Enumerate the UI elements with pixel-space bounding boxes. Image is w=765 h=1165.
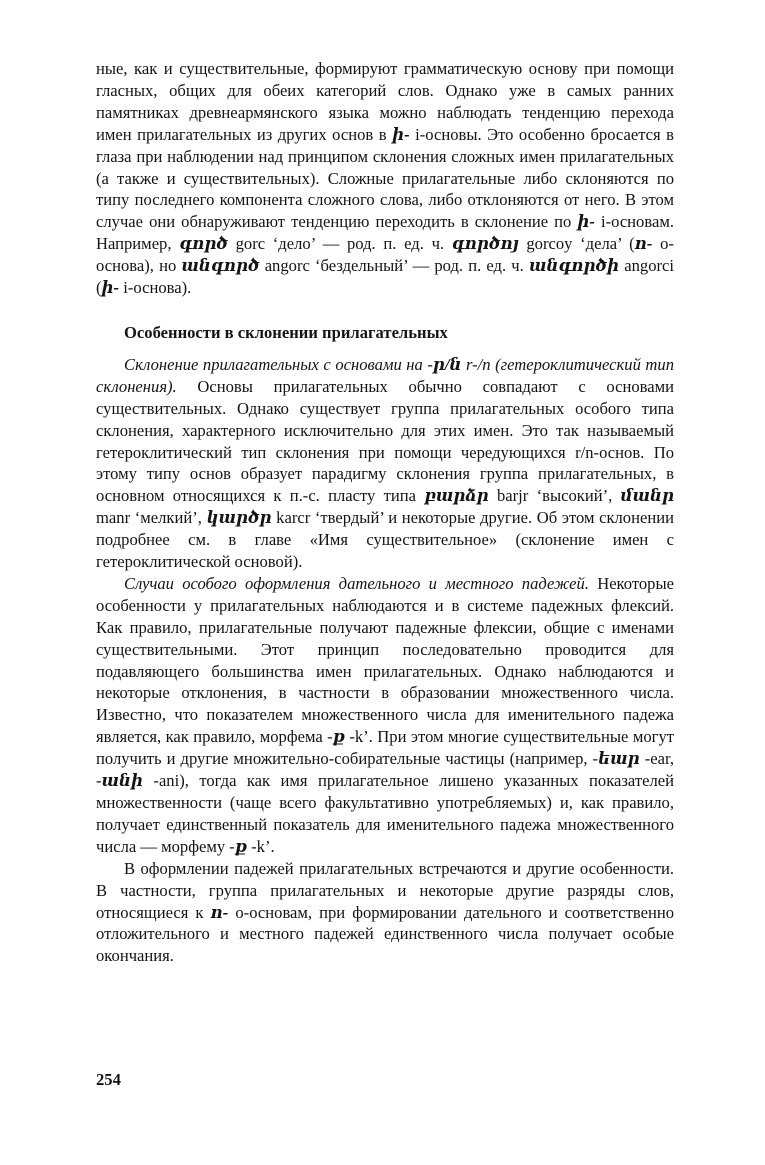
page-body	[96, 58, 674, 967]
armenian-word: ի-	[101, 278, 120, 298]
armenian-word: անի	[101, 771, 143, 791]
section-heading: Особенности в склонении прилагательных	[124, 322, 448, 342]
armenian-word: մանր	[620, 486, 674, 506]
armenian-word: կարծր	[206, 508, 272, 528]
armenian-word: ր/ն	[432, 354, 462, 374]
armenian-word: ք	[234, 836, 247, 856]
armenian-word: ք	[332, 727, 345, 747]
paragraph-heteroclitic: Склонение прилагательных с основами на -ր/ն r-/n (гетероклитический тип склонения). Основы прилагательных обычно совпадают с основами существительных. Однако существует группа прилагательных особого типа склонения, характерного исключительно для этих имен. Это так называемый гетероклитический тип склонения при помощи чередующихся r/n-основ. По этому типу основ образует парадигму склонения группа прилагательных, в основном относящихся к п.-с. пласту типа բարձր barjr ‘высокий’, մանր manr ‘мелкий’, կարծր karcr ‘твердый’ и некоторые другие. Об этом склонении подробнее см. в главе «Имя существительное» (склонение имен с гетероклитической основой).	[96, 354, 674, 572]
armenian-word: ի-	[392, 124, 410, 144]
armenian-word: ո-	[634, 234, 653, 254]
page-number: 254	[96, 1070, 121, 1089]
armenian-word: գործոյ	[451, 234, 519, 254]
paragraph-dative-locative: Случаи особого оформления дательного и местного падежей. Некоторые особенности у прилагательных наблюдаются и в системе падежных флексий. Как правило, прилагательные получают падежные флексии, общие с именами существительными. Этот принцип последовательно проводится для подавляющего большинства имен прилагательных. Однако наблюдаются и некоторые отклонения, в частности в образовании множественного числа. Известно, что показателем множественного числа для именительного падежа является, как правило, морфема -ք -k’. При этом многие существительные могут получить и другие множительно-собирательные частицы (например, -եար -ear, -անի -ani), тогда как имя прилагательное лишено указанных показателей множественности (чаще всего факультативно употребляемых) и, как правило, получает единственный показатель для именительного падежа множественного числа — морфему -ք -k’.	[96, 573, 674, 856]
armenian-word: եար	[598, 749, 640, 769]
armenian-word: գործ	[179, 234, 228, 254]
paragraph-case-forms: В оформлении падежей прилагательных встречаются и другие особенности. В частности, группа прилагательных и некоторые другие разряды слов, относящиеся к ո- o-основам, при формировании дательного и соответственно отложительного и местного падежей единственного числа получает особые окончания.	[96, 858, 674, 966]
armenian-word: բարձր	[424, 486, 489, 506]
armenian-word: անգործի	[528, 256, 620, 276]
armenian-word: ո-	[210, 902, 229, 922]
armenian-word: ի-	[577, 212, 595, 232]
paragraph-intro: ные, как и существительные, формируют грамматическую основу при помощи гласных, общих для обеих категорий слов. Однако уже в самых ранних памятниках древнеармянского языка можно наблюдать тенденцию перехода имен прилагательных из других основ в ի- i-основы. Это особенно бросается в глаза при наблюдении над принципом склонения сложных имен прилагательных (а также и существительных). Сложные прилагательные либо склоняются по типу последнего компонента сложного слова, либо отклоняются от него. В этом случае они обнаруживают тенденцию переходить в склонение по ի- i-основам. Например, գործ gorc ‘дело’ — род. п. ед. ч. գործոյ gorcoy ‘дела’ (ո- о-основа), но անգործ angorc ‘бездельный’ — род. п. ед. ч. անգործի angorci (ի- i-основа).	[96, 59, 675, 298]
armenian-word: անգործ	[181, 256, 260, 276]
